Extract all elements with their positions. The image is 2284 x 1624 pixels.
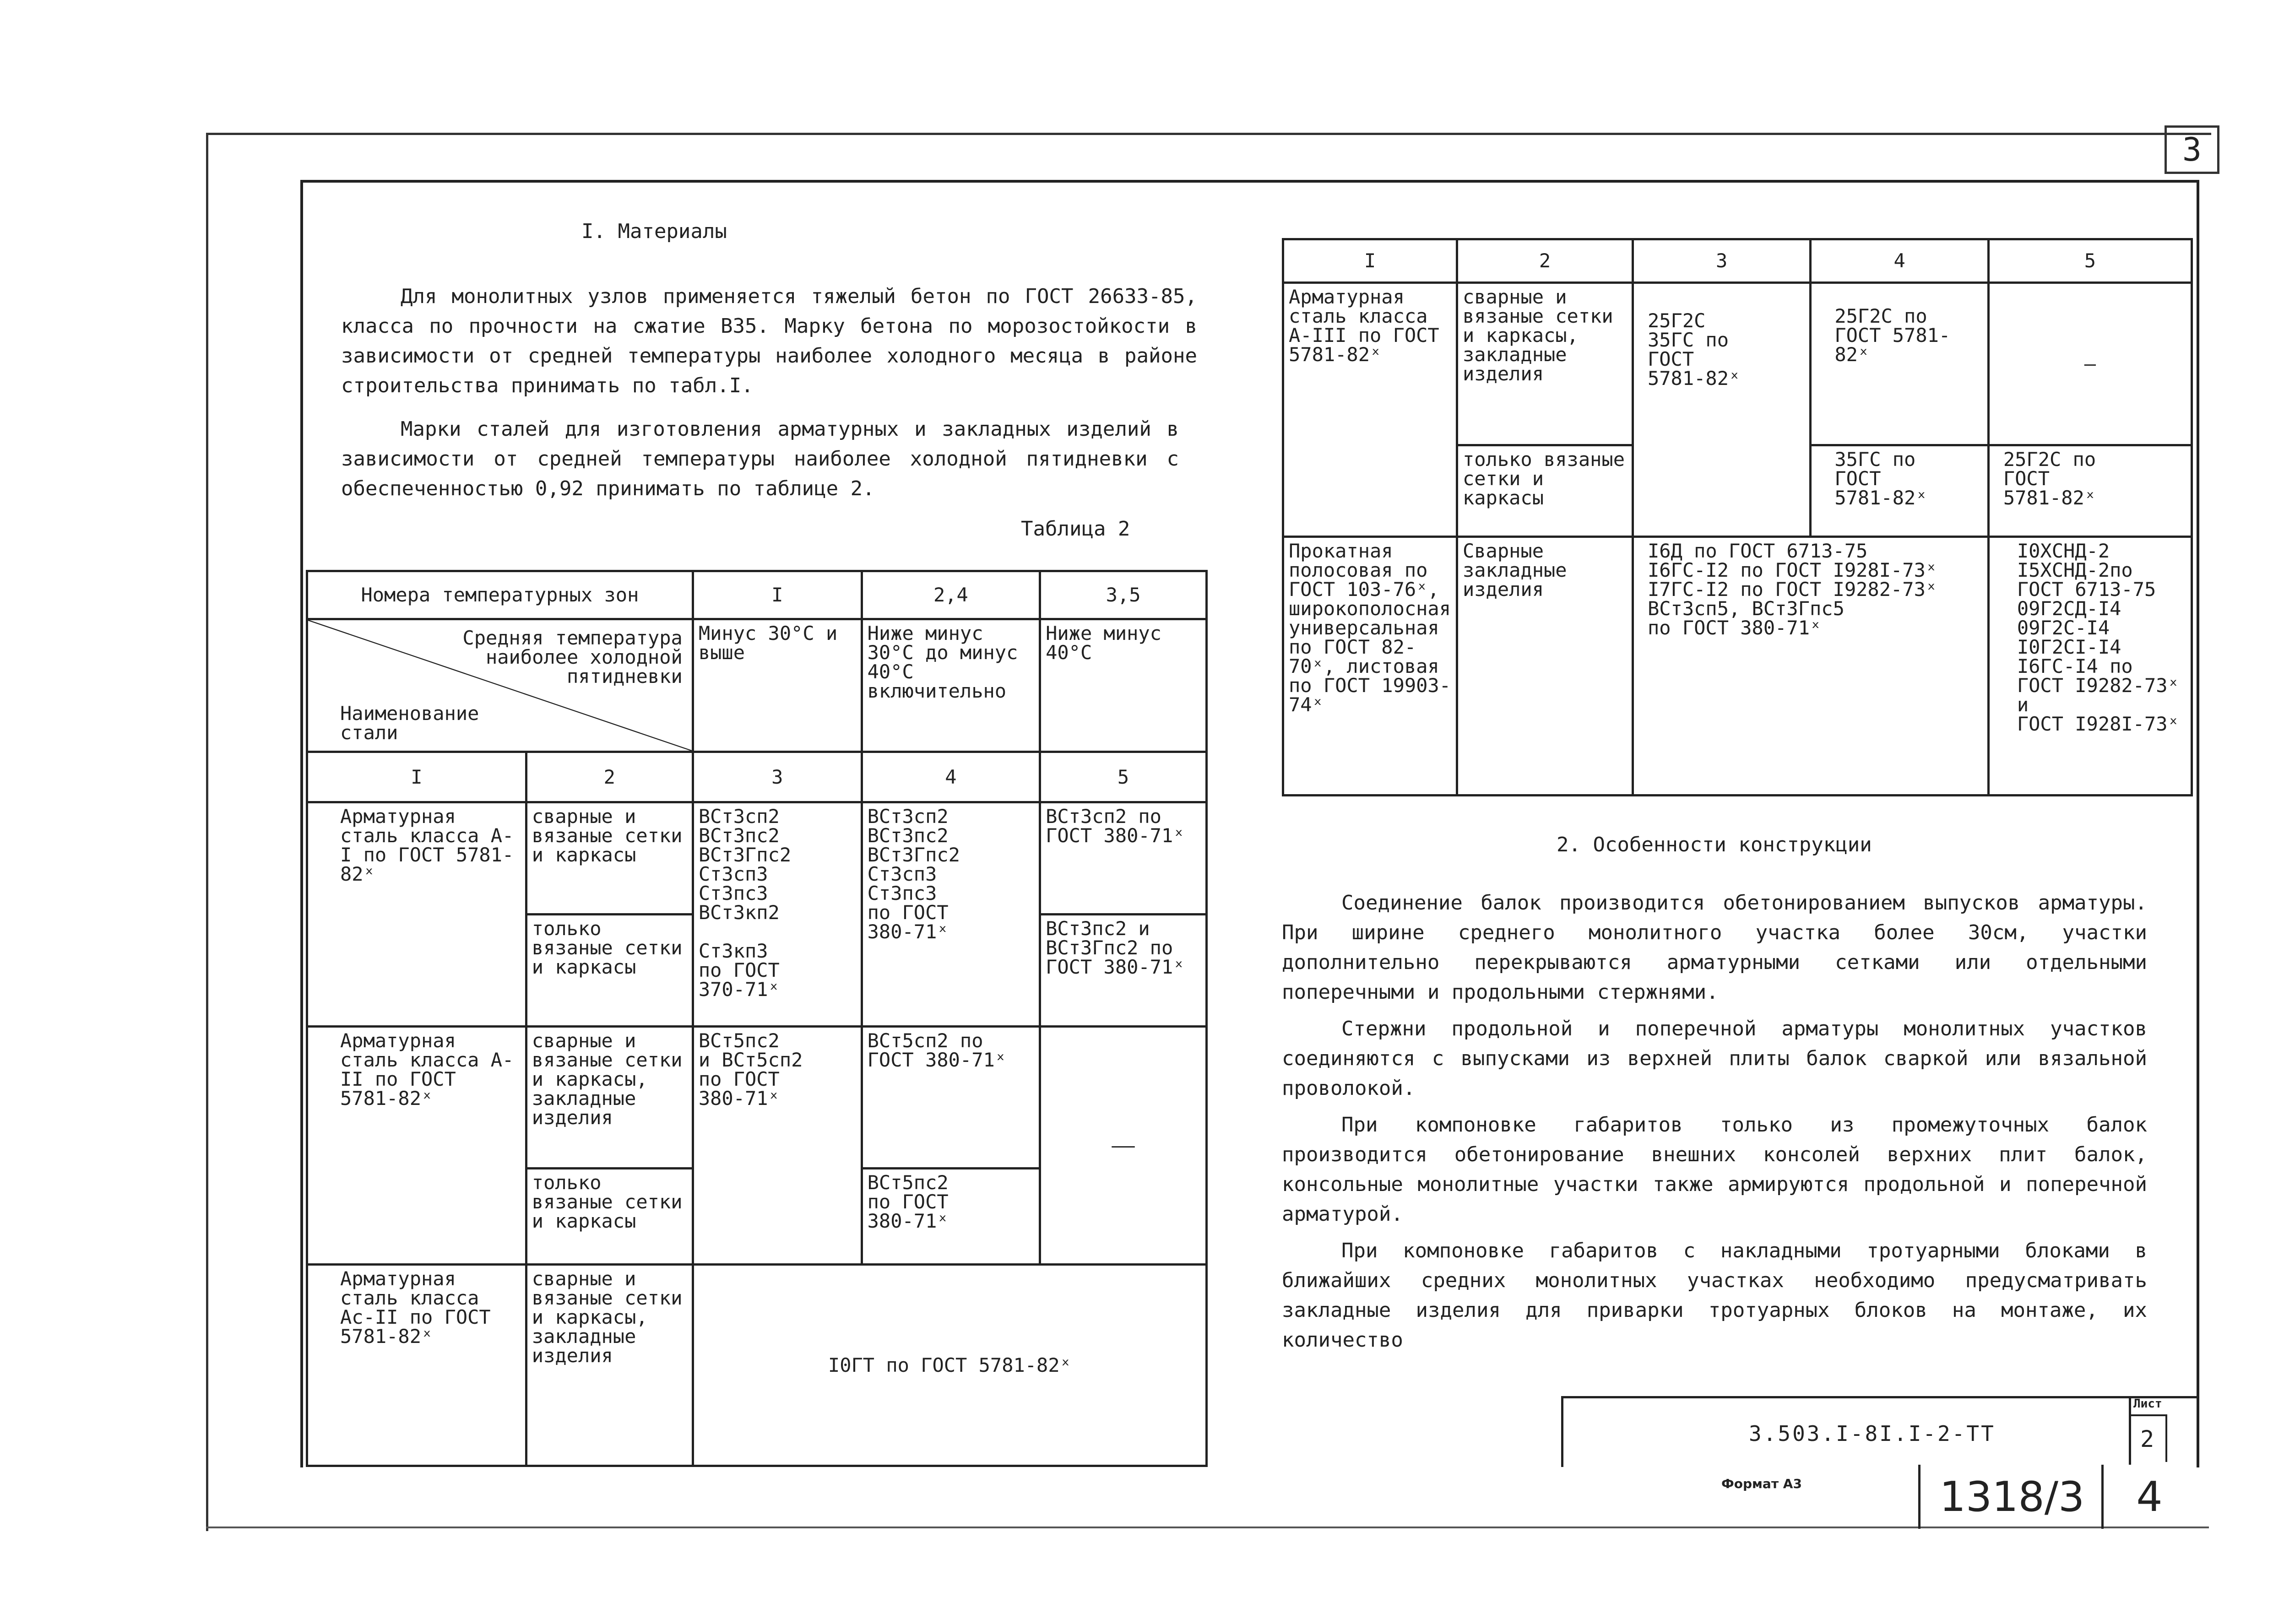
- r2-steel-name: Арматурная сталь класса А-II по ГОСТ 5781-82ˣ: [307, 1027, 526, 1265]
- cont-r1b-zone35-grades: 25Г2С по ГОСТ 5781-82ˣ: [1988, 445, 2192, 537]
- inventory-number: 1318/3: [1939, 1472, 2085, 1521]
- document-code: 3.503.I-8I.I-2-ТТ: [1749, 1421, 1996, 1446]
- r2a-type: сварные и вязаные сетки и каркасы, закладные изделия: [526, 1027, 693, 1169]
- section2-heading: 2. Особенности конструкции: [1557, 833, 1872, 856]
- col-num-3: 3: [693, 752, 862, 802]
- cont-r1-steel-name: Арматурная сталь класса А-III по ГОСТ 5781-82ˣ: [1283, 283, 1457, 537]
- r1-zone24-grades: ВСт3сп2 ВСт3пс2 ВСт3Гпс2 Ст3сп3 Ст3пс3 по ГОСТ 380-71ˣ: [862, 802, 1040, 1027]
- cont-r1b-type: только вязаные сетки и каркасы: [1457, 445, 1633, 537]
- section2-paragraph-1: Соединение балок производится обетонированием выпусков арматуры. При ширине среднего монолитного участка более 30см, участки дополнительно перекрываются арматурными сетками или отдельными поперечными и продольными стержнями.: [1282, 891, 2147, 1004]
- section2-paragraph-3: При компоновке габаритов только из промежуточных балок производится обетонирование внешних консолей верхних плит балок, консольные монолитные участки также армируются продольной и поперечной арматурой.: [1282, 1113, 2147, 1226]
- r1b-type: только вязаные сетки и каркасы: [526, 915, 693, 1027]
- page-number-cell: [2101, 1465, 2195, 1529]
- zone-2-4: 2,4: [862, 571, 1040, 619]
- cont-r2-zone1-grades: I6Д по ГОСТ 6713-75 I6ГС-I2 по ГОСТ I928I-73ˣ I7ГС-I2 по ГОСТ I9282-73ˣ ВСт3сп5, ВСт3Гпс5 по ГОСТ 380-71ˣ: [1633, 537, 1988, 796]
- zone-3-5: 3,5: [1040, 571, 1207, 619]
- r1-steel-name: Арматурная сталь класса А-I по ГОСТ 5781-82ˣ: [307, 802, 526, 1027]
- diag-header-temperature: Средняя температура наиболее холодной пятидневки: [462, 627, 683, 687]
- temp-zone-3-5: Ниже минус 40°С: [1040, 619, 1207, 752]
- diagonal-header-cell: [307, 619, 693, 752]
- r3-steel-name: Арматурная сталь класса Ас-II по ГОСТ 5781-82ˣ: [307, 1265, 526, 1466]
- r1a-zone35-grades: ВСт3сп2 по ГОСТ 380-71ˣ: [1040, 802, 1207, 915]
- table-2: [306, 570, 1208, 1467]
- col-num-1: I: [307, 752, 526, 802]
- temp-zone-1: Минус 30°С и выше: [693, 619, 862, 752]
- format-label: Формат А3: [1721, 1476, 1802, 1491]
- cont-r1a-zone35-dash: –: [1988, 283, 2192, 445]
- r2b-zone24-grades: ВСт5пс2 по ГОСТ 380-71ˣ: [862, 1169, 1040, 1265]
- inventory-number-cell: [1918, 1465, 2104, 1529]
- cont-col-num-5: 5: [1988, 239, 2192, 283]
- r2b-type: только вязаные сетки и каркасы: [526, 1169, 693, 1265]
- r1-zone1-grades: ВСт3сп2 ВСт3пс2 ВСт3Гпс2 Ст3сп3 Ст3пс3 ВСт3кп2 Ст3кп3 по ГОСТ 370-71ˣ: [693, 802, 862, 1027]
- col-num-4: 4: [862, 752, 1040, 802]
- col-num-2: 2: [526, 752, 693, 802]
- zone-1: I: [693, 571, 862, 619]
- cont-r2-steel-name: Прокатная полосовая по ГОСТ 103-76ˣ, широкополосная универсальная по ГОСТ 82-70ˣ, листовая по ГОСТ 19903-74ˣ: [1283, 537, 1457, 796]
- r2-zone1-grades: ВСт5пс2 и ВСт5сп2 по ГОСТ 380-71ˣ: [693, 1027, 862, 1265]
- section2-paragraph-4: При компоновке габаритов с накладными тротуарными блоками в ближайших средних монолитных участках необходимо предусматривать закладные изделия для приварки тротуарных блоков на монтаже, их количество: [1282, 1239, 2147, 1352]
- cont-col-num-4: 4: [1811, 239, 1989, 283]
- cont-col-num-3: 3: [1633, 239, 1810, 283]
- cont-r2-zone2345-grades: I0ХСНД-2 I5ХСНД-2по ГОСТ 6713-75 09Г2СД-I4 09Г2С-I4 I0Г2СI-I4 I6ГС-I4 по ГОСТ I9282-73ˣ и ГОСТ I928I-73ˣ: [1988, 537, 2192, 796]
- table-caption: Таблица 2: [1021, 517, 1130, 541]
- cont-col-num-1: I: [1283, 239, 1457, 283]
- zones-label: Номера температурных зон: [307, 571, 693, 619]
- cont-r1a-type: сварные и вязаные сетки и каркасы, закладные изделия: [1457, 283, 1633, 445]
- r3-type: сварные и вязаные сетки и каркасы, закладные изделия: [526, 1265, 693, 1466]
- r3-all-zones-grade: I0ГТ по ГОСТ 5781-82ˣ: [693, 1265, 1206, 1466]
- cont-r1b-zone24-grades: 35ГС по ГОСТ 5781-82ˣ: [1811, 445, 1989, 537]
- page-number: 4: [2136, 1472, 2163, 1521]
- cont-r2-type: Сварные закладные изделия: [1457, 537, 1633, 796]
- outer-frame-bottom-line: [206, 1527, 2209, 1528]
- temp-zone-2-4: Ниже минус 30°С до минус 40°С включительно: [862, 619, 1040, 752]
- section2-paragraph-2: Стержни продольной и поперечной арматуры монолитных участков соединяются с выпусками из верхней плиты балок сваркой или вязальной проволокой.: [1282, 1017, 2147, 1100]
- r2a-zone24-grades: ВСт5сп2 по ГОСТ 380-71ˣ: [862, 1027, 1040, 1169]
- table-2-continuation: [1282, 238, 2193, 796]
- col-num-5: 5: [1040, 752, 1207, 802]
- r2-zone35-dash: ——: [1040, 1027, 1207, 1265]
- r1b-zone35-grades: ВСт3пс2 и ВСт3Гпс2 по ГОСТ 380-71ˣ: [1040, 915, 1207, 1027]
- corner-sheet-number: 3: [2165, 125, 2219, 174]
- cont-r1-zone1-grades: 25Г2С 35ГС по ГОСТ 5781-82ˣ: [1633, 283, 1810, 537]
- section1-paragraph-2: Марки сталей для изготовления арматурных и закладных изделий в зависимости от средней температуры наиболее холодной пятидневки с обеспеченностью 0,92 принимать по таблице 2.: [341, 417, 1179, 500]
- sheet-label: Лист: [2133, 1397, 2162, 1411]
- r1a-type: сварные и вязаные сетки и каркасы: [526, 802, 693, 915]
- cont-col-num-2: 2: [1457, 239, 1633, 283]
- section1-heading: I. Материалы: [581, 220, 727, 243]
- section1-paragraph-1: Для монолитных узлов применяется тяжелый бетон по ГОСТ 26633-85, класса по прочности на сжатие В35. Марку бетона по морозостойкости в зависимости от средней температуры наиболее холодного месяца в районе строительства принимать по табл.I.: [341, 285, 1197, 397]
- cont-r1a-zone24-grades: 25Г2С по ГОСТ 5781-82ˣ: [1811, 283, 1989, 445]
- sheet-number: 2: [2129, 1414, 2167, 1462]
- diag-header-steel-name: Наименование стали: [340, 702, 479, 744]
